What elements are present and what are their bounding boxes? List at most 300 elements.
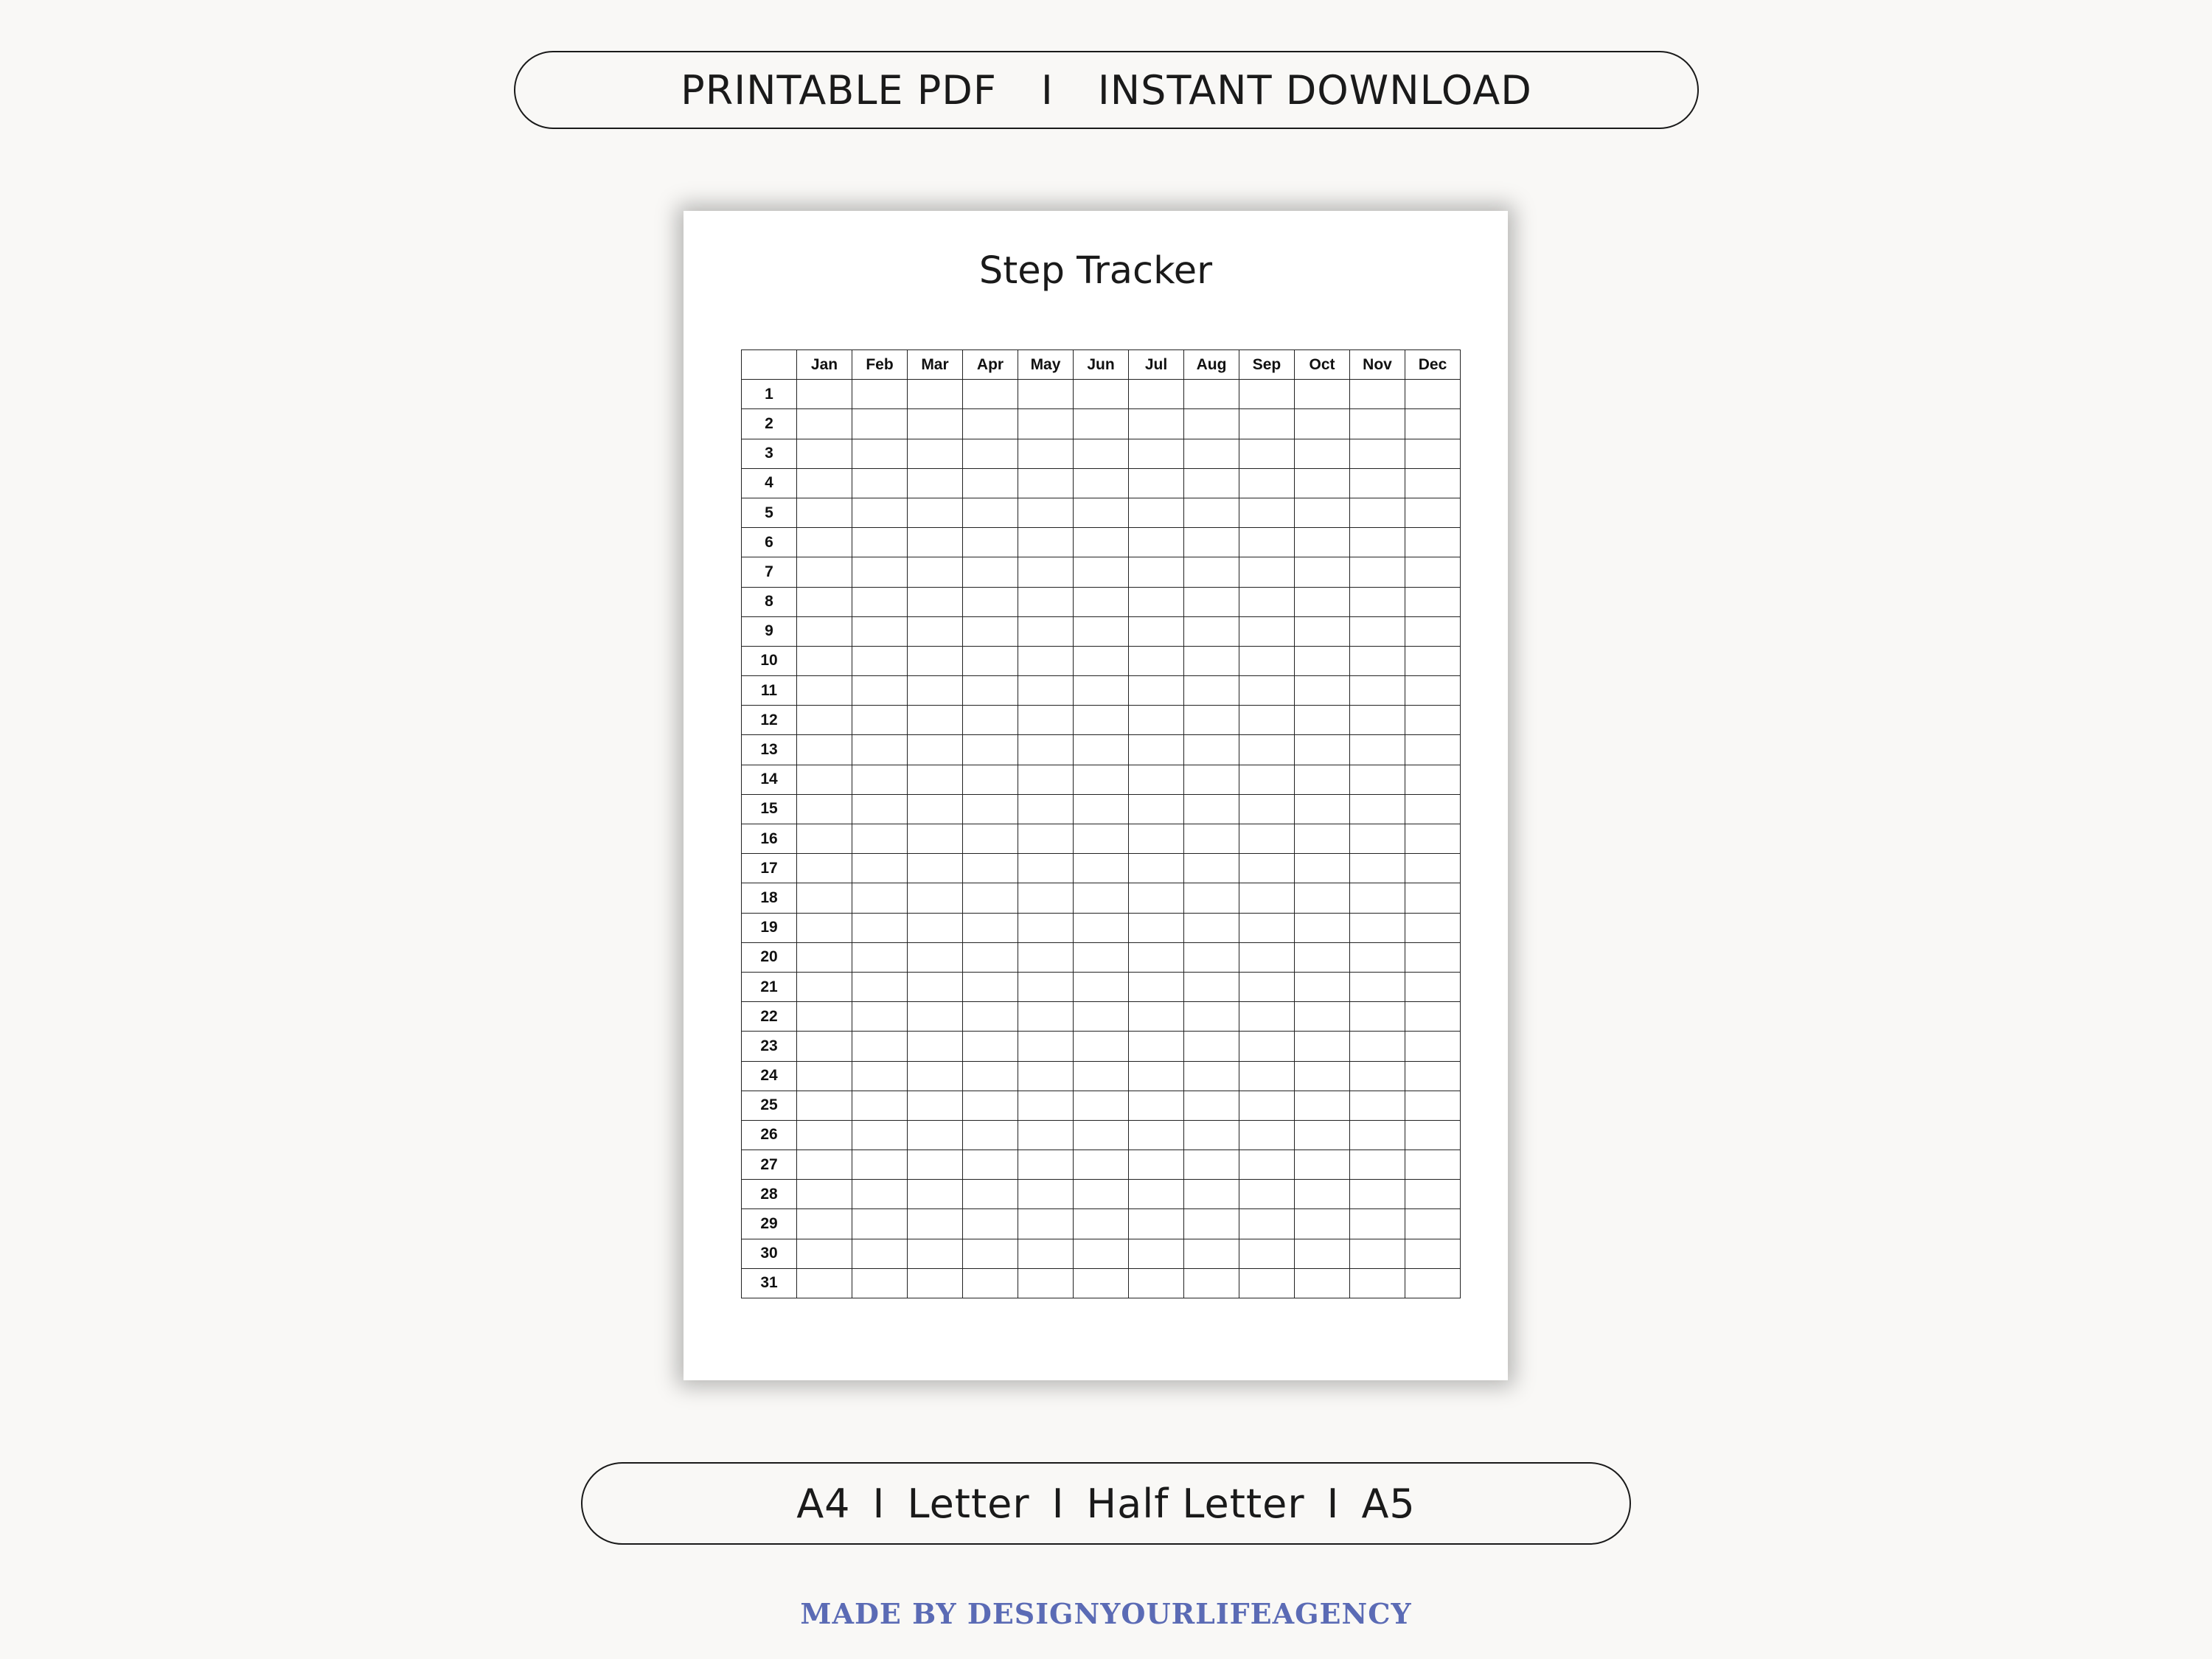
entry-cell xyxy=(1295,1209,1350,1239)
entry-cell xyxy=(1350,557,1405,587)
entry-cell xyxy=(1184,854,1239,883)
entry-cell xyxy=(1405,883,1461,913)
entry-cell xyxy=(1405,1239,1461,1268)
entry-cell xyxy=(1184,1032,1239,1061)
entry-cell xyxy=(852,1002,908,1032)
entry-cell xyxy=(852,942,908,972)
entry-cell xyxy=(1074,972,1129,1001)
entry-cell xyxy=(1295,1061,1350,1091)
entry-cell xyxy=(1129,676,1184,706)
day-label: 12 xyxy=(742,706,797,735)
entry-cell xyxy=(1350,1091,1405,1120)
entry-cell xyxy=(1295,1150,1350,1180)
entry-cell xyxy=(1239,557,1295,587)
day-label: 15 xyxy=(742,794,797,824)
entry-cell xyxy=(852,498,908,527)
size-option: A4 xyxy=(796,1480,851,1527)
entry-cell xyxy=(1129,913,1184,942)
entry-cell xyxy=(852,528,908,557)
entry-cell xyxy=(1239,1209,1295,1239)
entry-cell xyxy=(1074,498,1129,527)
month-header: Sep xyxy=(1239,350,1295,380)
entry-cell xyxy=(1074,439,1129,468)
entry-cell xyxy=(1405,409,1461,439)
size-separator: I xyxy=(1326,1480,1340,1527)
entry-cell xyxy=(1018,883,1074,913)
entry-cell xyxy=(1074,468,1129,498)
entry-cell xyxy=(1295,557,1350,587)
entry-cell xyxy=(1405,913,1461,942)
entry-cell xyxy=(963,765,1018,794)
entry-cell xyxy=(1350,765,1405,794)
entry-cell xyxy=(1350,528,1405,557)
entry-cell xyxy=(1184,1209,1239,1239)
entry-cell xyxy=(963,380,1018,409)
entry-cell xyxy=(1184,942,1239,972)
entry-cell xyxy=(963,972,1018,1001)
entry-cell xyxy=(1129,972,1184,1001)
entry-cell xyxy=(1129,498,1184,527)
entry-cell xyxy=(1074,1150,1129,1180)
day-label: 24 xyxy=(742,1061,797,1091)
entry-cell xyxy=(1184,646,1239,675)
entry-cell xyxy=(797,676,852,706)
entry-cell xyxy=(908,1120,963,1150)
table-row xyxy=(742,706,1461,735)
day-label: 27 xyxy=(742,1150,797,1180)
entry-cell xyxy=(1018,706,1074,735)
entry-cell xyxy=(1350,1180,1405,1209)
entry-cell xyxy=(1074,1061,1129,1091)
entry-cell xyxy=(908,1032,963,1061)
day-label: 10 xyxy=(742,646,797,675)
size-option: Half Letter xyxy=(1086,1480,1305,1527)
entry-cell xyxy=(1018,1061,1074,1091)
entry-cell xyxy=(1239,676,1295,706)
entry-cell xyxy=(1239,1002,1295,1032)
entry-cell xyxy=(1405,1150,1461,1180)
entry-cell xyxy=(908,913,963,942)
entry-cell xyxy=(1184,824,1239,854)
entry-cell xyxy=(852,1150,908,1180)
entry-cell xyxy=(908,1268,963,1298)
entry-cell xyxy=(1184,1268,1239,1298)
entry-cell xyxy=(797,913,852,942)
entry-cell xyxy=(1405,765,1461,794)
bottom-banner xyxy=(581,1462,1631,1545)
entry-cell xyxy=(1239,1061,1295,1091)
entry-cell xyxy=(1239,468,1295,498)
entry-cell xyxy=(908,676,963,706)
tracker-sheet xyxy=(684,211,1508,1380)
entry-cell xyxy=(852,765,908,794)
entry-cell xyxy=(1295,587,1350,616)
entry-cell xyxy=(1350,1239,1405,1268)
entry-cell xyxy=(1074,587,1129,616)
month-header: Jan xyxy=(797,350,852,380)
entry-cell xyxy=(1129,380,1184,409)
day-label: 23 xyxy=(742,1032,797,1061)
entry-cell xyxy=(1239,1150,1295,1180)
entry-cell xyxy=(963,409,1018,439)
entry-cell xyxy=(1129,765,1184,794)
day-label: 5 xyxy=(742,498,797,527)
entry-cell xyxy=(1239,616,1295,646)
entry-cell xyxy=(1129,1268,1184,1298)
entry-cell xyxy=(1295,942,1350,972)
entry-cell xyxy=(797,765,852,794)
day-label: 8 xyxy=(742,587,797,616)
entry-cell xyxy=(1018,735,1074,765)
entry-cell xyxy=(1184,616,1239,646)
entry-cell xyxy=(963,1120,1018,1150)
entry-cell xyxy=(1295,528,1350,557)
entry-cell xyxy=(1184,1091,1239,1120)
entry-cell xyxy=(1184,1002,1239,1032)
entry-cell xyxy=(908,1061,963,1091)
entry-cell xyxy=(797,1002,852,1032)
entry-cell xyxy=(1239,706,1295,735)
credit-text: MADE BY DESIGNYOURLIFEAGENCY xyxy=(800,1597,1412,1630)
entry-cell xyxy=(1074,1091,1129,1120)
entry-cell xyxy=(963,824,1018,854)
table-row xyxy=(742,942,1461,972)
entry-cell xyxy=(963,854,1018,883)
entry-cell xyxy=(963,1061,1018,1091)
entry-cell xyxy=(1295,794,1350,824)
entry-cell xyxy=(1129,468,1184,498)
entry-cell xyxy=(1295,854,1350,883)
entry-cell xyxy=(852,706,908,735)
table-row xyxy=(742,409,1461,439)
entry-cell xyxy=(1295,409,1350,439)
entry-cell xyxy=(1074,1032,1129,1061)
table-row xyxy=(742,1091,1461,1120)
entry-cell xyxy=(908,1239,963,1268)
table-row xyxy=(742,380,1461,409)
entry-cell xyxy=(1239,942,1295,972)
entry-cell xyxy=(1350,587,1405,616)
entry-cell xyxy=(1018,1002,1074,1032)
entry-cell xyxy=(908,616,963,646)
table-row xyxy=(742,1032,1461,1061)
corner-cell xyxy=(742,350,797,380)
entry-cell xyxy=(1295,380,1350,409)
entry-cell xyxy=(1239,972,1295,1001)
table-row xyxy=(742,1180,1461,1209)
entry-cell xyxy=(797,883,852,913)
entry-cell xyxy=(1239,854,1295,883)
size-option: Letter xyxy=(907,1480,1030,1527)
entry-cell xyxy=(852,824,908,854)
table-row xyxy=(742,1002,1461,1032)
entry-cell xyxy=(1074,1002,1129,1032)
entry-cell xyxy=(1074,794,1129,824)
entry-cell xyxy=(1405,1032,1461,1061)
entry-cell xyxy=(1018,1239,1074,1268)
entry-cell xyxy=(1295,913,1350,942)
entry-cell xyxy=(1239,498,1295,527)
entry-cell xyxy=(797,646,852,675)
entry-cell xyxy=(852,676,908,706)
entry-cell xyxy=(1074,557,1129,587)
table-row xyxy=(742,1239,1461,1268)
top-banner xyxy=(514,51,1699,129)
entry-cell xyxy=(1018,380,1074,409)
table-row xyxy=(742,883,1461,913)
entry-cell xyxy=(1018,1032,1074,1061)
entry-cell xyxy=(1405,528,1461,557)
entry-cell xyxy=(1405,824,1461,854)
table-row xyxy=(742,1150,1461,1180)
entry-cell xyxy=(1129,1150,1184,1180)
entry-cell xyxy=(1239,587,1295,616)
entry-cell xyxy=(1074,854,1129,883)
entry-cell xyxy=(1184,883,1239,913)
entry-cell xyxy=(852,646,908,675)
entry-cell xyxy=(1405,439,1461,468)
entry-cell xyxy=(1239,1268,1295,1298)
table-row xyxy=(742,1061,1461,1091)
entry-cell xyxy=(1018,587,1074,616)
entry-cell xyxy=(963,883,1018,913)
entry-cell xyxy=(1405,972,1461,1001)
table-row xyxy=(742,794,1461,824)
entry-cell xyxy=(1018,439,1074,468)
entry-cell xyxy=(1184,380,1239,409)
day-label: 22 xyxy=(742,1002,797,1032)
entry-cell xyxy=(908,765,963,794)
month-header: Feb xyxy=(852,350,908,380)
table-row xyxy=(742,557,1461,587)
entry-cell xyxy=(1350,646,1405,675)
entry-cell xyxy=(797,528,852,557)
entry-cell xyxy=(852,1120,908,1150)
entry-cell xyxy=(1405,646,1461,675)
month-header: Mar xyxy=(908,350,963,380)
table-row xyxy=(742,676,1461,706)
entry-cell xyxy=(1018,1180,1074,1209)
entry-cell xyxy=(963,498,1018,527)
entry-cell xyxy=(1295,765,1350,794)
day-label: 20 xyxy=(742,942,797,972)
entry-cell xyxy=(1018,1268,1074,1298)
entry-cell xyxy=(797,1268,852,1298)
entry-cell xyxy=(1184,557,1239,587)
entry-cell xyxy=(1074,942,1129,972)
entry-cell xyxy=(797,794,852,824)
entry-cell xyxy=(908,1209,963,1239)
table-row xyxy=(742,439,1461,468)
entry-cell xyxy=(1350,498,1405,527)
entry-cell xyxy=(908,498,963,527)
entry-cell xyxy=(1184,498,1239,527)
entry-cell xyxy=(1239,380,1295,409)
entry-cell xyxy=(852,913,908,942)
entry-cell xyxy=(963,1239,1018,1268)
day-label: 16 xyxy=(742,824,797,854)
entry-cell xyxy=(1350,1002,1405,1032)
banner-separator: I xyxy=(1040,66,1054,114)
entry-cell xyxy=(852,557,908,587)
entry-cell xyxy=(908,794,963,824)
entry-cell xyxy=(1018,854,1074,883)
entry-cell xyxy=(1018,913,1074,942)
day-label: 3 xyxy=(742,439,797,468)
entry-cell xyxy=(1074,616,1129,646)
entry-cell xyxy=(1350,616,1405,646)
entry-cell xyxy=(797,1209,852,1239)
month-header: Nov xyxy=(1350,350,1405,380)
day-label: 31 xyxy=(742,1268,797,1298)
entry-cell xyxy=(1405,587,1461,616)
entry-cell xyxy=(797,587,852,616)
entry-cell xyxy=(1295,1268,1350,1298)
month-header: Apr xyxy=(963,350,1018,380)
entry-cell xyxy=(1129,706,1184,735)
entry-cell xyxy=(852,439,908,468)
entry-cell xyxy=(1074,1180,1129,1209)
entry-cell xyxy=(1295,1120,1350,1150)
month-header: May xyxy=(1018,350,1074,380)
day-label: 1 xyxy=(742,380,797,409)
entry-cell xyxy=(1018,676,1074,706)
entry-cell xyxy=(908,1002,963,1032)
entry-cell xyxy=(963,557,1018,587)
entry-cell xyxy=(1295,498,1350,527)
entry-cell xyxy=(1350,706,1405,735)
entry-cell xyxy=(1018,1091,1074,1120)
day-label: 29 xyxy=(742,1209,797,1239)
entry-cell xyxy=(1018,646,1074,675)
entry-cell xyxy=(1129,1239,1184,1268)
entry-cell xyxy=(852,616,908,646)
entry-cell xyxy=(1350,380,1405,409)
entry-cell xyxy=(1239,1032,1295,1061)
table-row xyxy=(742,1120,1461,1150)
entry-cell xyxy=(1239,439,1295,468)
entry-cell xyxy=(1405,854,1461,883)
entry-cell xyxy=(797,468,852,498)
entry-cell xyxy=(1405,676,1461,706)
day-label: 7 xyxy=(742,557,797,587)
entry-cell xyxy=(1129,587,1184,616)
entry-cell xyxy=(908,557,963,587)
entry-cell xyxy=(1350,972,1405,1001)
entry-cell xyxy=(1350,942,1405,972)
entry-cell xyxy=(1184,439,1239,468)
step-tracker-table xyxy=(741,349,1461,1298)
table-row xyxy=(742,913,1461,942)
month-header: Aug xyxy=(1184,350,1239,380)
entry-cell xyxy=(1295,1032,1350,1061)
entry-cell xyxy=(797,1032,852,1061)
entry-cell xyxy=(1184,1120,1239,1150)
entry-cell xyxy=(908,1150,963,1180)
day-label: 11 xyxy=(742,676,797,706)
entry-cell xyxy=(1129,883,1184,913)
entry-cell xyxy=(908,942,963,972)
entry-cell xyxy=(963,1002,1018,1032)
entry-cell xyxy=(1405,1002,1461,1032)
entry-cell xyxy=(1350,735,1405,765)
day-label: 28 xyxy=(742,1180,797,1209)
entry-cell xyxy=(1350,676,1405,706)
entry-cell xyxy=(1184,794,1239,824)
entry-cell xyxy=(1018,765,1074,794)
entry-cell xyxy=(908,854,963,883)
entry-cell xyxy=(1184,706,1239,735)
entry-cell xyxy=(852,972,908,1001)
entry-cell xyxy=(1295,616,1350,646)
entry-cell xyxy=(852,1239,908,1268)
entry-cell xyxy=(1405,735,1461,765)
entry-cell xyxy=(852,794,908,824)
entry-cell xyxy=(1129,409,1184,439)
entry-cell xyxy=(1184,1239,1239,1268)
table-row xyxy=(742,1268,1461,1298)
entry-cell xyxy=(1295,1239,1350,1268)
entry-cell xyxy=(1018,468,1074,498)
entry-cell xyxy=(1239,913,1295,942)
table-row xyxy=(742,498,1461,527)
entry-cell xyxy=(852,1209,908,1239)
entry-cell xyxy=(1350,824,1405,854)
entry-cell xyxy=(1018,972,1074,1001)
entry-cell xyxy=(908,528,963,557)
entry-cell xyxy=(1129,528,1184,557)
size-separator: I xyxy=(872,1480,886,1527)
entry-cell xyxy=(1350,854,1405,883)
entry-cell xyxy=(1018,942,1074,972)
entry-cell xyxy=(963,528,1018,557)
entry-cell xyxy=(963,913,1018,942)
entry-cell xyxy=(1074,528,1129,557)
day-label: 25 xyxy=(742,1091,797,1120)
entry-cell xyxy=(963,735,1018,765)
entry-cell xyxy=(797,824,852,854)
entry-cell xyxy=(1239,824,1295,854)
entry-cell xyxy=(1129,557,1184,587)
entry-cell xyxy=(963,587,1018,616)
entry-cell xyxy=(1018,1120,1074,1150)
entry-cell xyxy=(1018,824,1074,854)
entry-cell xyxy=(908,380,963,409)
entry-cell xyxy=(1129,1032,1184,1061)
entry-cell xyxy=(1350,1268,1405,1298)
entry-cell xyxy=(797,854,852,883)
entry-cell xyxy=(1184,765,1239,794)
entry-cell xyxy=(1350,468,1405,498)
table-row xyxy=(742,972,1461,1001)
entry-cell xyxy=(1184,409,1239,439)
entry-cell xyxy=(1074,1209,1129,1239)
entry-cell xyxy=(1074,706,1129,735)
day-label: 2 xyxy=(742,409,797,439)
entry-cell xyxy=(852,735,908,765)
table-row xyxy=(742,468,1461,498)
entry-cell xyxy=(797,1150,852,1180)
entry-cell xyxy=(797,616,852,646)
entry-cell xyxy=(1405,942,1461,972)
entry-cell xyxy=(1018,557,1074,587)
entry-cell xyxy=(1295,972,1350,1001)
entry-cell xyxy=(797,942,852,972)
entry-cell xyxy=(1295,1002,1350,1032)
entry-cell xyxy=(1295,646,1350,675)
entry-cell xyxy=(1350,1209,1405,1239)
entry-cell xyxy=(963,942,1018,972)
